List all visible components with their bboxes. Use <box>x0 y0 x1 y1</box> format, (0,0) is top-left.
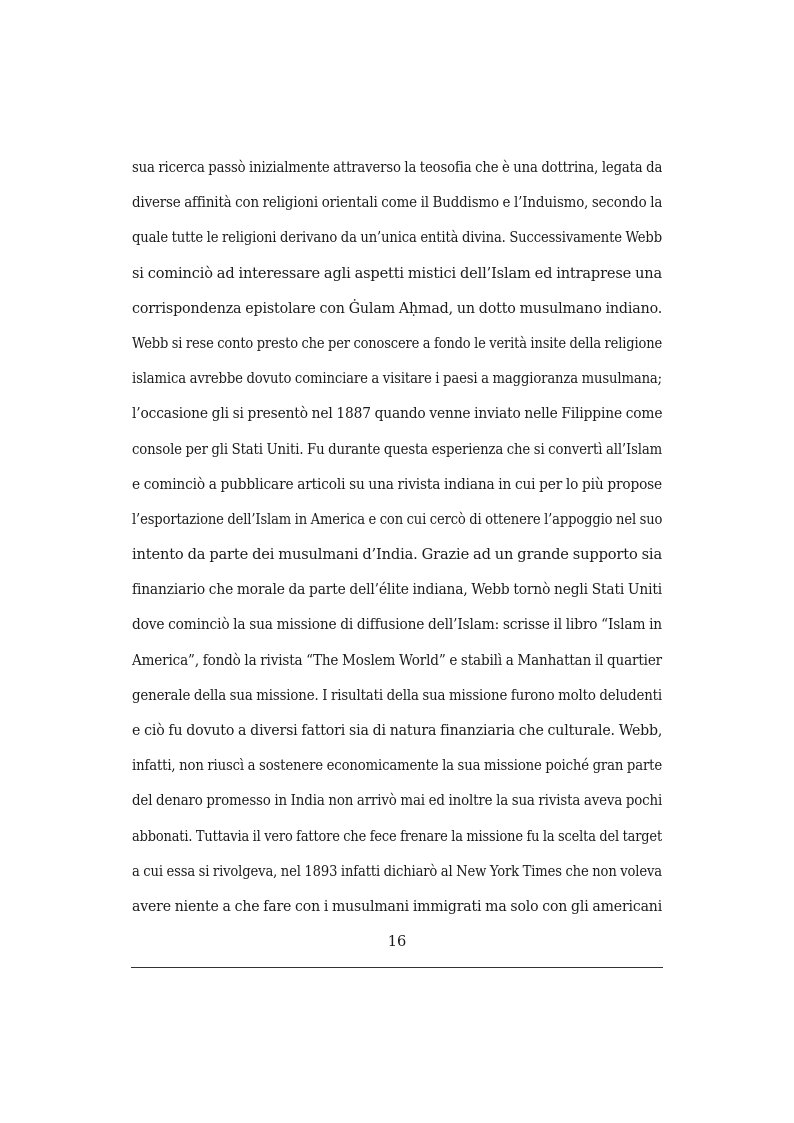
text-line: generale della sua missione. I risultati della sua missione furono molto deludenti <box>132 686 662 704</box>
text-line: diverse affinità con religioni orientali come il Buddismo e l’Induismo, secondo la <box>132 194 663 212</box>
text-line: l’esportazione dell’Islam in America e con cui cercò di ottenere l’appoggio nel suo <box>132 510 663 528</box>
text-line: finanziario che morale da parte dell’élite indiana, Webb tornò negli Stati Uniti <box>132 581 663 599</box>
text-line: si cominciò ad interessare agli aspetti mistici dell’Islam ed intraprese una <box>132 264 663 282</box>
text-line: corrispondenza epistolare con Ġulam Aḥmad, un dotto musulmano indiano. <box>132 299 663 317</box>
text-line: dove cominciò la sua missione di diffusione dell’Islam: scrisse il libro “Islam in <box>132 616 663 634</box>
text-line: sua ricerca passò inizialmente attraverso la teosofia che è una dottrina, legata da <box>132 159 663 176</box>
text-line: quale tutte le religioni derivano da un’unica entità divina. Successivamente Webb <box>132 229 662 247</box>
text-line: l’occasione gli si presentò nel 1887 quando venne inviato nelle Filippine come <box>132 405 663 423</box>
text-line: infatti, non riuscì a sostenere economicamente la sua missione poiché gran parte <box>132 757 663 775</box>
text-line: e ciò fu dovuto a diversi fattori sia di natura finanziaria che culturale. Webb, <box>132 722 663 739</box>
text-line: Webb si rese conto presto che per conoscere a fondo le verità insite della religione <box>132 334 663 352</box>
text-line: del denaro promesso in India non arrivò mai ed inoltre la sua rivista aveva pochi <box>132 792 663 810</box>
text-line: abbonati. Tuttavia il vero fattore che fece frenare la missione fu la scelta del target <box>132 827 663 845</box>
footer-divider <box>131 967 663 968</box>
text-line: a cui essa si rivolgeva, nel 1893 infatti dichiarò al New York Times che non voleva <box>132 862 662 880</box>
page-number: 16 <box>387 933 407 950</box>
body-text <box>132 150 662 924</box>
text-line: e cominciò a pubblicare articoli su una rivista indiana in cui per lo più propose <box>132 475 663 493</box>
text-line: console per gli Stati Uniti. Fu durante questa esperienza che si convertì all’Islam <box>132 440 663 458</box>
text-line: islamica avrebbe dovuto cominciare a visitare i paesi a maggioranza musulmana; <box>132 370 662 388</box>
text-line: America”, fondò la rivista “The Moslem World” e stabilì a Manhattan il quartier <box>132 651 663 669</box>
text-line: intento da parte dei musulmani d’India. Grazie ad un grande supporto sia <box>132 546 662 564</box>
text-line: avere niente a che fare con i musulmani immigrati ma solo con gli americani <box>132 897 663 915</box>
